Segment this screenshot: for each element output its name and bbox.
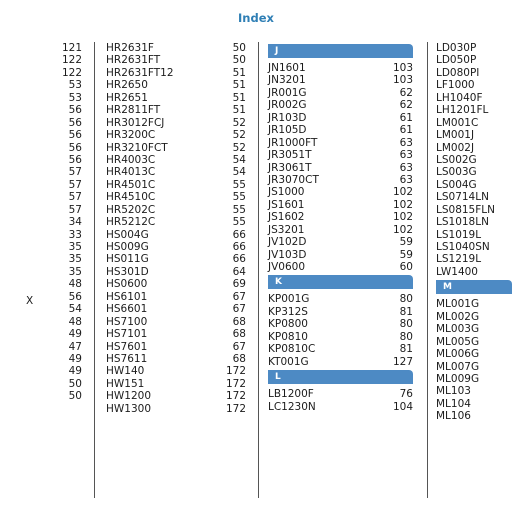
- model-code: LS1019L: [436, 228, 482, 241]
- model-code: JR3051T: [268, 149, 312, 162]
- model-code: LC1230N: [268, 400, 316, 413]
- model-code: JR3070CT: [268, 173, 319, 186]
- model-code: HR3200C: [106, 129, 156, 142]
- page-number: 60: [399, 261, 413, 273]
- model-code: ML009G: [436, 372, 480, 385]
- model-code: JS1601: [268, 198, 305, 211]
- page-number: 63: [399, 149, 413, 162]
- index-entry: [268, 388, 413, 400]
- model-code: HR2631F: [106, 42, 154, 54]
- index-entry: [268, 236, 413, 248]
- model-code: ML106: [436, 410, 471, 423]
- page-number: 67: [232, 290, 246, 303]
- page-number: 51: [232, 104, 246, 117]
- page-number: 48: [68, 278, 82, 291]
- page-number: 67: [232, 340, 246, 353]
- page-number: 81: [399, 305, 413, 318]
- page-number: 55: [232, 216, 246, 229]
- page-number: 68: [232, 315, 246, 328]
- index-entry: [268, 62, 413, 74]
- model-code: LS1219L: [436, 253, 482, 266]
- model-code: KP001G: [268, 293, 310, 306]
- page-number: 122: [61, 54, 82, 67]
- page-title: Index: [238, 11, 274, 25]
- model-code: LM001J: [436, 129, 475, 142]
- index-entry: [268, 224, 413, 236]
- model-code: KP0810: [268, 330, 308, 343]
- model-code: JS1602: [268, 211, 305, 224]
- page-number: 122: [61, 66, 82, 79]
- model-code: LS1040SN: [436, 241, 490, 253]
- index-entry: [268, 293, 413, 305]
- index-entry: [268, 331, 413, 343]
- page-number: 80: [399, 293, 413, 306]
- model-code: HS0600: [106, 278, 148, 291]
- page-number: 102: [392, 186, 413, 199]
- index-entry: [268, 343, 413, 355]
- page-number: 102: [392, 198, 413, 211]
- model-code: JR002G: [268, 99, 307, 112]
- page-number: 51: [232, 79, 246, 92]
- model-code: HS011G: [106, 253, 149, 266]
- model-code: HS009G: [106, 241, 149, 253]
- model-code: HS301D: [106, 265, 149, 278]
- index-entry: [268, 356, 413, 368]
- page-number: 54: [68, 303, 82, 316]
- column-divider-3: [427, 42, 428, 498]
- index-entry: [268, 261, 413, 273]
- model-code: LS0714LN: [436, 191, 489, 204]
- model-code: HS7100: [106, 315, 148, 328]
- model-code: LS002G: [436, 153, 477, 166]
- page-number: 66: [232, 228, 246, 241]
- page-number: 59: [399, 236, 413, 249]
- model-code: HR3012FCJ: [106, 116, 165, 129]
- page-number: 57: [68, 166, 82, 179]
- page-number: 64: [232, 265, 246, 278]
- index-col-5: [436, 42, 512, 423]
- model-code: HR5202C: [106, 203, 156, 216]
- page-number: 50: [232, 54, 246, 67]
- page-number: 54: [232, 153, 246, 166]
- model-code: HS7601: [106, 340, 148, 353]
- page-number: 172: [225, 390, 246, 403]
- model-code: HR2631FT12: [106, 66, 174, 79]
- model-code: HR4510C: [106, 191, 156, 204]
- model-code: HR2650: [106, 79, 148, 92]
- model-code: LS1018LN: [436, 216, 489, 229]
- model-code: HS004G: [106, 228, 149, 241]
- page-number: 172: [225, 402, 246, 415]
- page-number: 57: [68, 191, 82, 204]
- model-code: ML006G: [436, 348, 480, 361]
- model-code: JV103D: [268, 248, 307, 261]
- page-number: 66: [232, 241, 246, 253]
- page-number: 63: [399, 173, 413, 186]
- page-number: 47: [68, 340, 82, 353]
- model-code: HS6101: [106, 290, 148, 303]
- model-code: HR4013C: [106, 166, 156, 179]
- model-code: HS6601: [106, 303, 148, 316]
- model-code: HW1300: [106, 402, 151, 415]
- page-number: 62: [399, 86, 413, 99]
- page-number: 57: [68, 178, 82, 191]
- model-code: HW151: [106, 377, 145, 390]
- page-number: 66: [232, 253, 246, 266]
- model-code: HS7611: [106, 352, 148, 365]
- page-number: 52: [232, 129, 246, 142]
- page-number: 61: [399, 124, 413, 137]
- page-number: 55: [232, 203, 246, 216]
- model-code: LS004G: [436, 178, 477, 191]
- model-code: HR2651: [106, 91, 148, 104]
- model-code: HR5212C: [106, 216, 156, 229]
- index-entry: [268, 401, 413, 413]
- page-number: 35: [68, 253, 82, 266]
- index-entry: [268, 124, 413, 136]
- page-number: 103: [392, 62, 413, 74]
- model-code: JV0600: [268, 261, 306, 273]
- model-code: KP0810C: [268, 343, 316, 356]
- column-divider-2: [258, 42, 259, 498]
- index-entry: [268, 99, 413, 111]
- page-number: 33: [68, 228, 82, 241]
- model-code: JS1000: [268, 186, 305, 199]
- page-number: 50: [68, 390, 82, 403]
- model-code: HR2811FT: [106, 104, 161, 117]
- page-number: 35: [68, 241, 82, 253]
- model-code: JR001G: [268, 86, 307, 99]
- page-numbers-col-3: [218, 42, 246, 415]
- index-entry: [268, 306, 413, 318]
- model-code: JR1000FT: [268, 136, 318, 149]
- page-number: 102: [392, 223, 413, 236]
- section-header-m: M: [436, 280, 512, 294]
- page-numbers-col-1: [52, 42, 82, 403]
- index-col-4: [268, 42, 413, 413]
- page-number: 50: [232, 42, 246, 54]
- page-number: 51: [232, 91, 246, 104]
- model-code: HR4501C: [106, 178, 156, 191]
- model-code: JR3061T: [268, 161, 312, 174]
- page-number: 61: [399, 111, 413, 124]
- model-code: JV102D: [268, 236, 307, 249]
- page-number: 56: [68, 141, 82, 154]
- model-code: HR3210FCT: [106, 141, 168, 154]
- page-number: 53: [68, 79, 82, 92]
- page-number: 68: [232, 328, 246, 341]
- model-code: LD050P: [436, 54, 477, 67]
- page-number: 103: [392, 74, 413, 87]
- model-code: ML103: [436, 385, 471, 398]
- model-code: LS003G: [436, 166, 477, 179]
- page-number: 54: [232, 166, 246, 179]
- index-entry: [268, 199, 413, 211]
- page-number: 76: [399, 388, 413, 401]
- section-header-j: J: [268, 44, 413, 58]
- model-code: KT001G: [268, 355, 309, 368]
- page-number: 49: [68, 352, 82, 365]
- model-code: HR2631FT: [106, 54, 161, 67]
- page-number: 50: [68, 377, 82, 390]
- model-code: LD080PI: [436, 66, 480, 79]
- index-entry: [268, 137, 413, 149]
- model-code: ML104: [436, 397, 471, 410]
- page-number: 62: [399, 99, 413, 112]
- page-number: 67: [232, 303, 246, 316]
- page-number: 49: [68, 328, 82, 341]
- page-number: 48: [68, 315, 82, 328]
- page-number: 52: [232, 116, 246, 129]
- model-code: HS7101: [106, 328, 148, 341]
- index-entry: [268, 211, 413, 223]
- model-code: LB1200F: [268, 388, 314, 401]
- model-code: LS0815FLN: [436, 203, 495, 216]
- model-code: JR103D: [268, 111, 307, 124]
- model-code: ML003G: [436, 323, 480, 336]
- page-number: 102: [392, 211, 413, 224]
- index-entry: [268, 87, 413, 99]
- page-number: 69: [232, 278, 246, 291]
- stray-letter: X: [26, 295, 34, 307]
- model-code: JR105D: [268, 124, 307, 137]
- model-code: HW1200: [106, 390, 151, 403]
- index-entry: [268, 149, 413, 161]
- model-code: ML005G: [436, 335, 480, 348]
- model-code: LM002J: [436, 141, 475, 154]
- index-entry: [268, 318, 413, 330]
- page-number: 56: [68, 290, 82, 303]
- model-code: HW140: [106, 365, 145, 378]
- model-code: ML007G: [436, 360, 480, 373]
- page-number: 63: [399, 136, 413, 149]
- model-code: LM001C: [436, 116, 479, 129]
- index-entry: [268, 112, 413, 124]
- page-number: 172: [225, 377, 246, 390]
- page-number: 49: [68, 365, 82, 378]
- page-number: 63: [399, 161, 413, 174]
- page-number: 127: [392, 355, 413, 368]
- page-number: 57: [68, 203, 82, 216]
- model-code: ML001G: [436, 298, 480, 311]
- model-code: KP312S: [268, 305, 308, 318]
- page-number: 172: [225, 365, 246, 378]
- model-code: LD030P: [436, 42, 477, 54]
- page-number: 56: [68, 153, 82, 166]
- page-number: 56: [68, 104, 82, 117]
- page-number: 121: [61, 42, 82, 54]
- model-code: LH1201FL: [436, 104, 489, 117]
- index-entry: [268, 249, 413, 261]
- model-code: LW1400: [436, 265, 478, 278]
- model-code: JN3201: [268, 74, 306, 87]
- page-number: 52: [232, 141, 246, 154]
- page-number: 56: [68, 129, 82, 142]
- section-header-l: L: [268, 370, 413, 384]
- page-number: 55: [232, 178, 246, 191]
- model-code: LF1000: [436, 79, 475, 92]
- model-codes-col-2: [106, 42, 216, 415]
- page-number: 59: [399, 248, 413, 261]
- index-entry: [268, 74, 413, 86]
- page-number: 68: [232, 352, 246, 365]
- index-entry: [268, 186, 413, 198]
- page-number: 104: [392, 400, 413, 413]
- model-code: ML002G: [436, 310, 480, 323]
- page-number: 51: [232, 66, 246, 79]
- model-code: JN1601: [268, 62, 306, 74]
- page-number: 35: [68, 265, 82, 278]
- column-divider-1: [94, 42, 95, 498]
- index-entry: [268, 174, 413, 186]
- page-number: 56: [68, 116, 82, 129]
- page-number: 34: [68, 216, 82, 229]
- page-number: 55: [232, 191, 246, 204]
- page-number: 81: [399, 343, 413, 356]
- model-code: LH1040F: [436, 91, 483, 104]
- model-code: HR4003C: [106, 153, 156, 166]
- model-code: JS3201: [268, 223, 305, 236]
- page-number: 80: [399, 330, 413, 343]
- page-number: 53: [68, 91, 82, 104]
- page-number: 80: [399, 318, 413, 331]
- model-code: KP0800: [268, 318, 308, 331]
- index-entry: [268, 162, 413, 174]
- section-header-k: K: [268, 275, 413, 289]
